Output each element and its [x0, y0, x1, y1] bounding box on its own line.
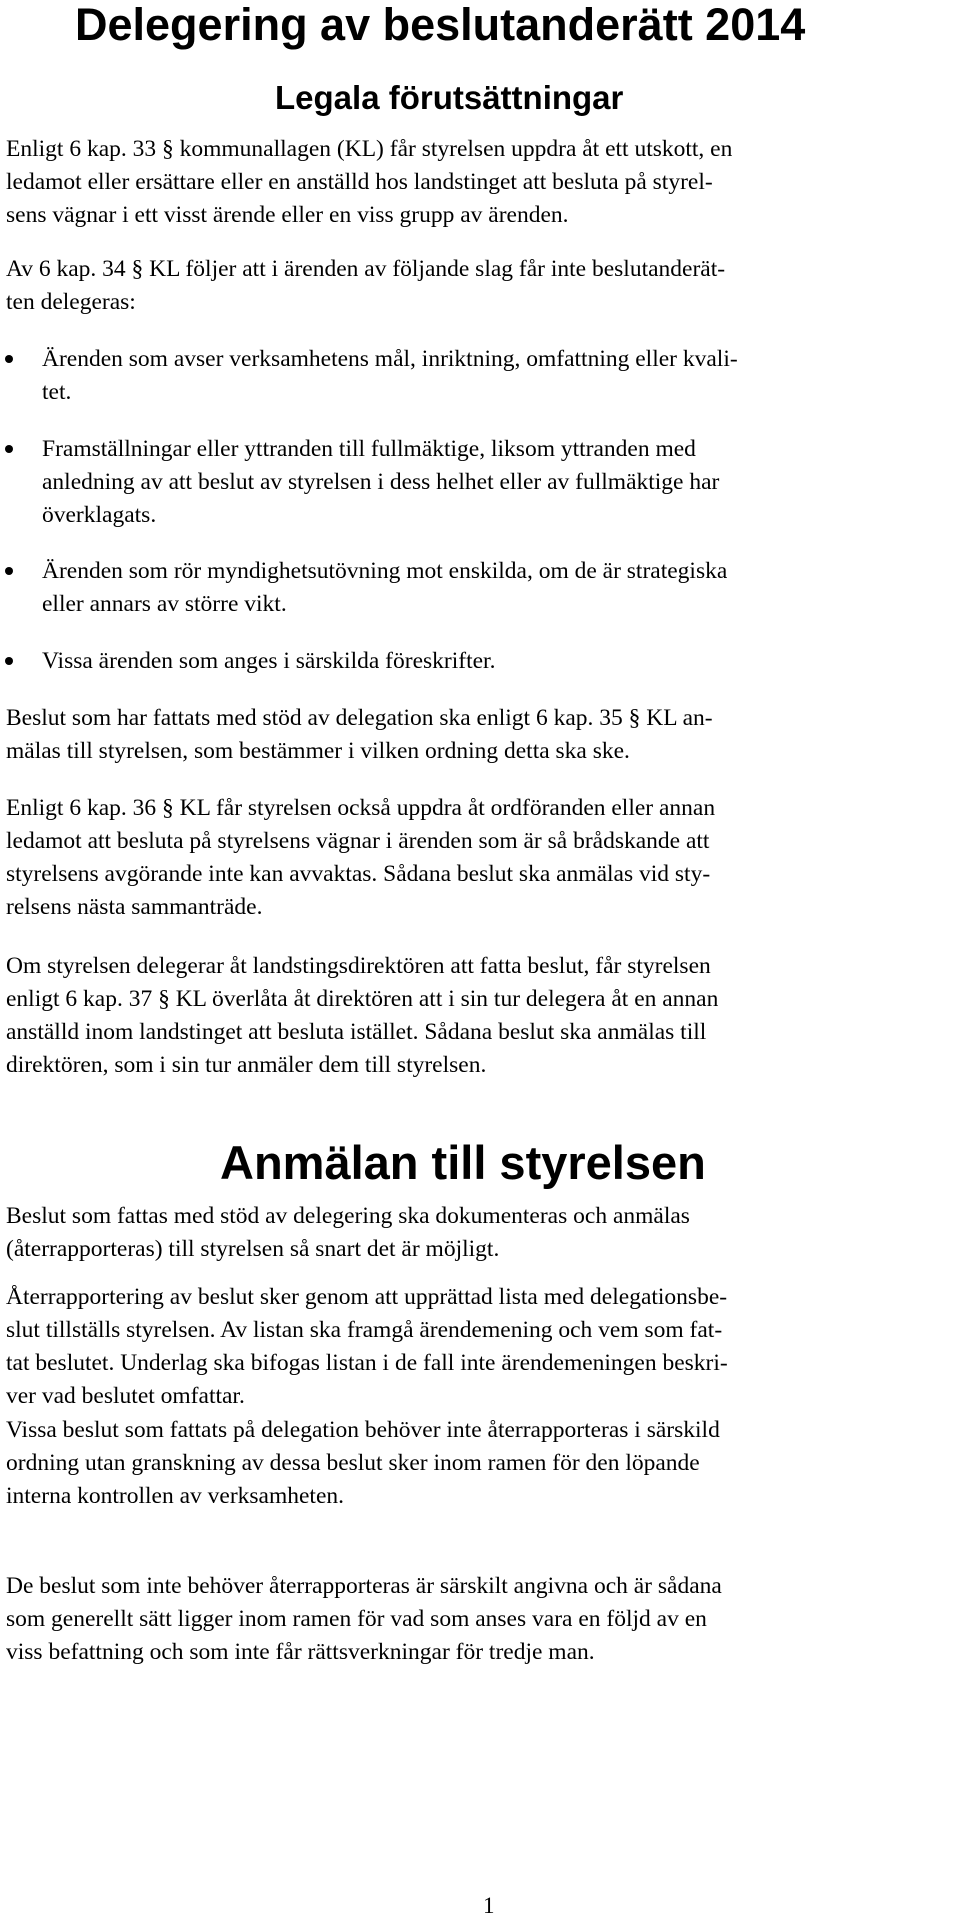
bullet-icon [5, 355, 13, 363]
paragraph-line: ledamot eller ersättare eller en anställd hos landstinget att besluta på styrel- [6, 169, 713, 195]
paragraph-line: Enligt 6 kap. 33 § kommunallagen (KL) får styrelsen uppdra åt ett utskott, en [6, 136, 733, 162]
paragraph-line: Återrapportering av beslut sker genom att upprättad lista med delegationsbe- [6, 1284, 728, 1310]
paragraph [6, 702, 954, 768]
paragraph-line: tat beslutet. Underlag ska bifogas listan i de fall inte ärendemeningen beskri- [6, 1350, 728, 1376]
bullet-icon [5, 567, 13, 575]
list-item [42, 433, 954, 532]
list-item-line: eller annars av större vikt. [42, 591, 287, 617]
paragraph [6, 950, 954, 1082]
paragraph-line: Av 6 kap. 34 § KL följer att i ärenden av följande slag får inte beslutanderät- [6, 256, 726, 282]
paragraph-line: enligt 6 kap. 37 § KL överlåta åt direktören att i sin tur delegera åt en annan [6, 986, 719, 1012]
paragraph [6, 253, 954, 319]
paragraph-line: Enligt 6 kap. 36 § KL får styrelsen också uppdra åt ordföranden eller annan [6, 795, 716, 821]
list-item-line: överklagats. [42, 502, 157, 528]
paragraph-line: ten delegeras: [6, 289, 136, 315]
paragraph [6, 1570, 954, 1669]
paragraph-line: direktören, som i sin tur anmäler dem till styrelsen. [6, 1052, 487, 1078]
list-item-line: Ärenden som rör myndighetsutövning mot enskilda, om de är strategiska [42, 558, 728, 584]
paragraph-line: ordning utan granskning av dessa beslut sker inom ramen för den löpande [6, 1450, 700, 1476]
paragraph [6, 1281, 954, 1413]
section-subtitle: Legala förutsättningar [275, 79, 624, 116]
paragraph-line: (återrapporteras) till styrelsen så snart det är möjligt. [6, 1236, 500, 1262]
list-item-line: Vissa ärenden som anges i särskilda föreskrifter. [42, 648, 496, 674]
paragraph-line: slut tillställs styrelsen. Av listan ska framgå ärendemening och vem som fat- [6, 1317, 723, 1343]
list-item-line: tet. [42, 379, 72, 405]
list-item [42, 343, 954, 409]
list-item-line: anledning av att beslut av styrelsen i dess helhet eller av fullmäktige har [42, 469, 720, 495]
bullet-icon [5, 445, 13, 453]
bullet-icon [5, 657, 13, 665]
paragraph-line: ledamot att besluta på styrelsens vägnar i ärenden som är så brådskande att [6, 828, 710, 854]
paragraph-line: som generellt sätt ligger inom ramen för vad som anses vara en följd av en [6, 1606, 707, 1632]
paragraph [6, 1200, 954, 1266]
paragraph [6, 133, 954, 232]
paragraph-line: Beslut som har fattats med stöd av delegation ska enligt 6 kap. 35 § KL an- [6, 705, 713, 731]
page-number: 1 [483, 1893, 495, 1918]
paragraph-line: De beslut som inte behöver återrapporteras är särskilt angivna och är sådana [6, 1573, 722, 1599]
paragraph-line: Om styrelsen delegerar åt landstingsdirektören att fatta beslut, får styrelsen [6, 953, 711, 979]
paragraph-line: viss befattning och som inte får rättsverkningar för tredje man. [6, 1639, 595, 1665]
paragraph-line: Beslut som fattas med stöd av delegering ska dokumenteras och anmälas [6, 1203, 690, 1229]
list-item [42, 645, 954, 678]
paragraph-line: mälas till styrelsen, som bestämmer i vilken ordning detta ska ske. [6, 738, 630, 764]
list-item-line: Framställningar eller yttranden till fullmäktige, liksom yttranden med [42, 436, 696, 462]
paragraph-line: sens vägnar i ett visst ärende eller en viss grupp av ärenden. [6, 202, 569, 228]
paragraph-line: Vissa beslut som fattats på delegation behöver inte återrapporteras i särskild [6, 1417, 720, 1443]
paragraph-line: styrelsens avgörande inte kan avvaktas. Sådana beslut ska anmälas vid sty- [6, 861, 711, 887]
paragraph [6, 1414, 954, 1513]
paragraph-line: relsens nästa sammanträde. [6, 894, 263, 920]
paragraph-line: ver vad beslutet omfattar. [6, 1383, 245, 1409]
list-item-line: Ärenden som avser verksamhetens mål, inriktning, omfattning eller kvali- [42, 346, 738, 372]
paragraph-line: interna kontrollen av verksamheten. [6, 1483, 345, 1509]
paragraph [6, 792, 954, 924]
list-item [42, 555, 954, 621]
section-heading: Anmälan till styrelsen [220, 1136, 706, 1189]
document-title: Delegering av beslutanderätt 2014 [75, 0, 806, 50]
paragraph-line: anställd inom landstinget att besluta istället. Sådana beslut ska anmälas till [6, 1019, 707, 1045]
